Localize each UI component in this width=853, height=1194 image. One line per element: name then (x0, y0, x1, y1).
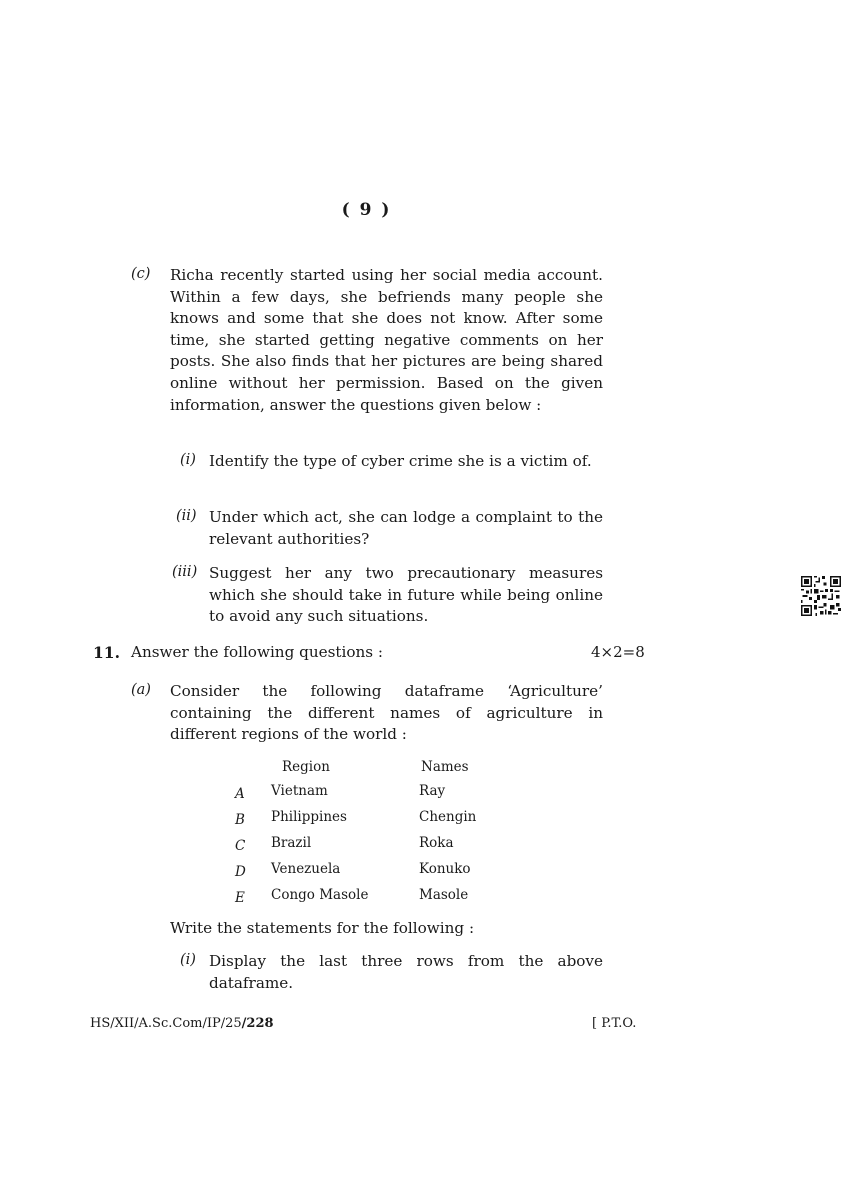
subquestion-c-iii-text: Suggest her any two precautionary measures which she should take in future while being online to avoid any such situations. (209, 564, 603, 626)
table-row-index: A (235, 786, 245, 802)
page-number: ( 9 ) (341, 200, 392, 220)
subquestion-c-i-label: (i) (180, 452, 196, 468)
table-row-index: B (235, 812, 245, 828)
table-row-name: Masole (419, 887, 469, 903)
table-row-region: Brazil (271, 835, 312, 851)
table-row-name: Roka (419, 835, 454, 851)
table-row-region: Vietnam (271, 783, 328, 799)
subquestion-11a-i-label: (i) (180, 952, 196, 968)
table-row-region: Congo Masole (271, 887, 369, 903)
table-row-region: Venezuela (271, 861, 341, 877)
question-11-number: 11. (93, 643, 120, 662)
question-c-text: Richa recently started using her social media account. Within a few days, she befriends many people she knows and some that she does not know. After some time, she started getting negative comments on her posts. She also finds that her pictures are being shared online without her permission. Based on the given information, answer the questions given below : (170, 266, 603, 414)
subquestion-c-i-text: Identify the type of cyber crime she is a victim of. (209, 452, 592, 470)
footer-paper-code (90, 1016, 274, 1031)
table-row-index: C (235, 838, 246, 854)
question-11-marks: 4×2=8 (591, 643, 645, 661)
footer-pto: [ P.T.O. (592, 1016, 637, 1031)
question-11a-text: Consider the following dataframe ‘Agriculture’ containing the different names of agriculture in different regions of the world : (170, 682, 603, 744)
table-header-names: Names (421, 759, 469, 775)
table-header-region: Region (282, 759, 330, 775)
question-11-text: Answer the following questions : (131, 643, 384, 661)
qr-code-icon (801, 576, 841, 616)
table-row-index: D (235, 864, 246, 880)
subquestion-11a-i-text: Display the last three rows from the above dataframe. (209, 952, 603, 992)
table-row-name: Ray (419, 783, 446, 799)
subquestion-c-iii-label: (iii) (172, 564, 198, 580)
table-row-name: Chengin (419, 809, 477, 825)
subquestion-c-ii-text: Under which act, she can lodge a complaint to the relevant authorities? (209, 508, 603, 548)
footer-code-prefix: HS/XII/A.Sc.Com/IP/25 (90, 1016, 242, 1031)
question-11a-label: (a) (131, 682, 151, 698)
table-row-name: Konuko (419, 861, 471, 877)
footer-code-suffix: /228 (241, 1016, 274, 1031)
question-11a-instruction: Write the statements for the following : (170, 919, 475, 937)
table-row-region: Philippines (271, 809, 347, 825)
table-row-index: E (235, 890, 245, 906)
question-c-label: (c) (131, 266, 151, 282)
subquestion-c-ii-label: (ii) (176, 508, 197, 524)
